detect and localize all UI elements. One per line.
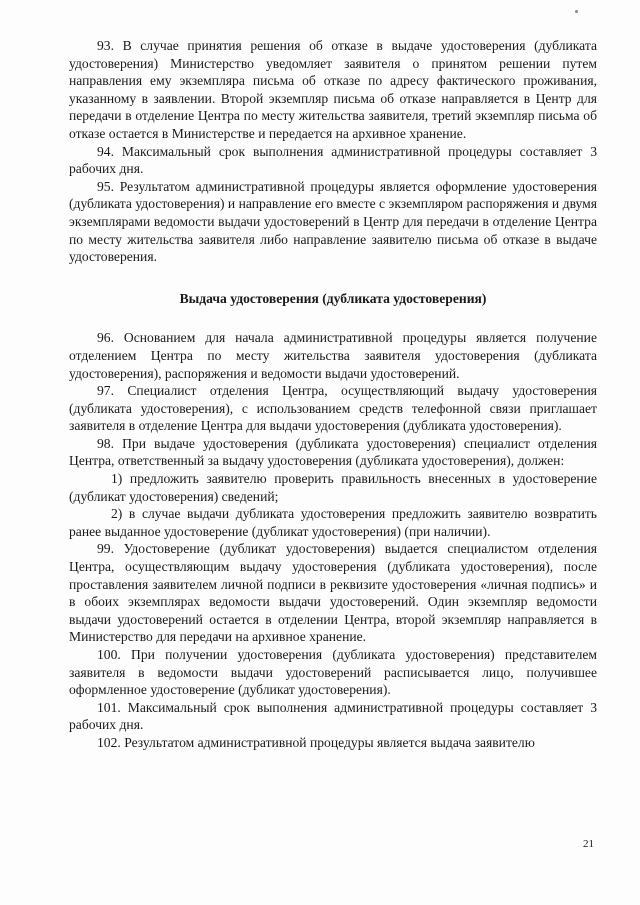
paragraph-100: 100. При получении удостоверения (дубликата удостоверения) представителем заявителя в ведомости выдачи удостоверений расписывается лицо, получившее оформленное удостоверение (дубликат удостоверения). <box>69 647 597 698</box>
paragraph-97: 97. Специалист отделения Центра, осуществляющий выдачу удостоверения (дубликата удостоверения), с использованием средств телефонной связи приглашает заявителя в отделение Центра для выдачи удостоверения (дубликата удостоверения). <box>69 383 597 434</box>
paragraph-94: 94. Максимальный срок выполнения административной процедуры составляет 3 рабочих дня. <box>69 143 597 177</box>
list-item-2: 2) в случае выдачи дубликата удостоверения предложить заявителю возвратить ранее выданное удостоверение (дубликат удостоверения) (при наличии). <box>69 506 597 539</box>
paragraph-99: 99. Удостоверение (дубликат удостоверения) выдается специалистом отделения Центра, осуществляющим выдачу удостоверения (дубликата удостоверения), после проставления заявителем личной подписи в реквизите удостоверения «личная подпись» и в обоих экземплярах ведомости выдачи удостоверений. Один экземпляр ведомости выдачи удостоверений остается в отделении Центра, второй экземпляр направляется в Министерство для передачи на архивное хранение. <box>69 541 597 645</box>
section-heading: Выдача удостоверения (дубликата удостоверения) <box>179 290 487 306</box>
page-content <box>69 37 597 752</box>
paragraph-96: 96. Основанием для начала административной процедуры является получение отделением Центра по месту жительства заявителя удостоверения (дубликата удостоверения), распоряжения и ведомости выдачи удостоверений. <box>69 330 597 381</box>
paragraph-102: 102. Результатом административной процедуры является выдача заявителю <box>97 734 535 750</box>
page-number: 21 <box>583 838 594 850</box>
paragraph-98: 98. При выдаче удостоверения (дубликата удостоверения) специалист отделения Центра, ответственный за выдачу удостоверения (дубликата удостоверения), должен: <box>69 435 597 469</box>
scan-speck <box>575 10 578 13</box>
paragraph-95: 95. Результатом административной процедуры является оформление удостоверения (дубликата удостоверения) и направление его вместе с экземпляром распоряжения и двумя экземплярами ведомости выдачи удостоверений в Центр для передачи в отделение Центра по месту жительства заявителя либо направление заявителю письма об отказе в выдаче удостоверения. <box>69 178 597 265</box>
paragraph-93: 93. В случае принятия решения об отказе в выдаче удостоверения (дубликата удостоверения) Министерство уведомляет заявителя о принятом решении путем направления ему экземпляра письма об отказе по адресу фактического проживания, указанному в заявлении. Второй экземпляр письма об отказе направляется в Центр для передачи в отделение Центра по месту жительства заявителя, третий экземпляр письма об отказе остается в Министерстве и передается на архивное хранение. <box>69 38 597 141</box>
list-item-1: 1) предложить заявителю проверить правильность внесенных в удостоверение (дубликат удостоверения) сведений; <box>69 471 597 504</box>
paragraph-101: 101. Максимальный срок выполнения административной процедуры составляет 3 рабочих дня. <box>69 699 597 733</box>
